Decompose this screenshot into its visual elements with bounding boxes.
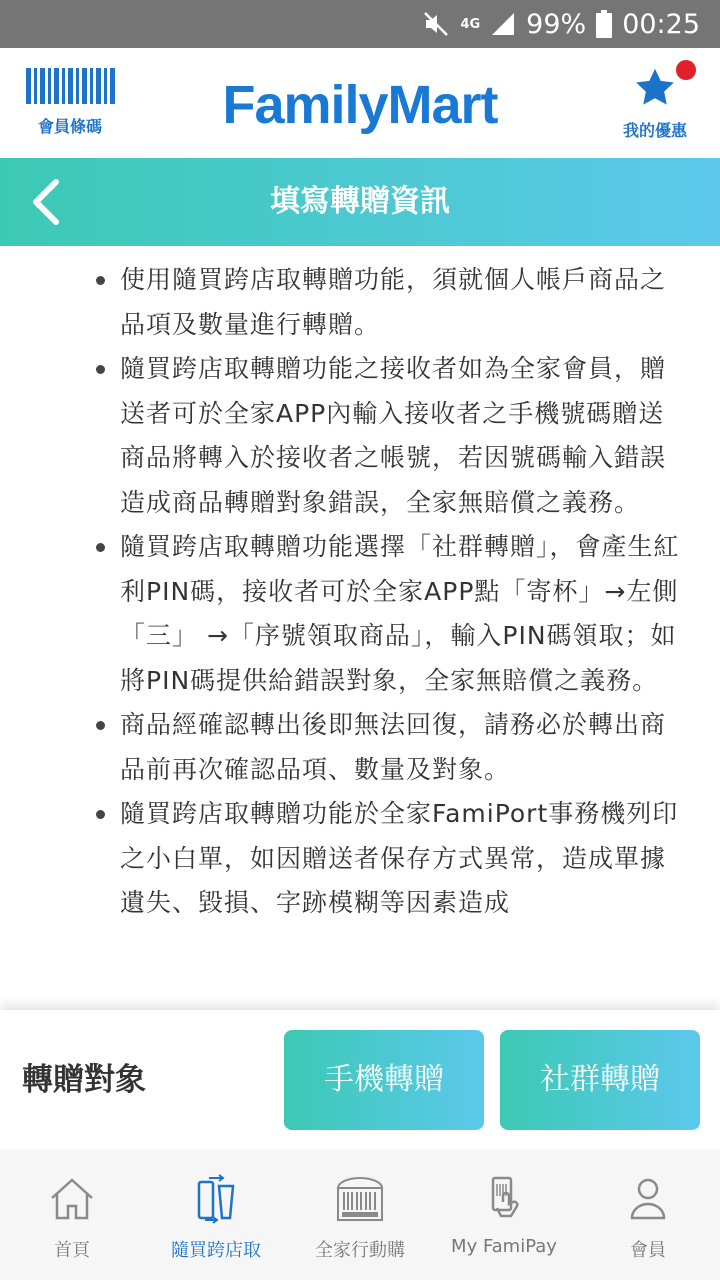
terms-item: 使用隨買跨店取轉贈功能，須就個人帳戶商品之品項及數量進行轉贈。	[120, 258, 680, 347]
transfer-target-label: 轉贈對象	[22, 1062, 146, 1098]
nav-member[interactable]	[576, 1150, 720, 1280]
terms-item: 隨買跨店取轉贈功能之接收者如為全家會員，贈送者可於全家APP內輸入接收者之手機號碼贈送商品將轉入於接收者之帳號，若因號碼輸入錯誤造成商品轉贈對象錯誤，全家無賠償之義務。	[120, 347, 680, 525]
clock: 00:25	[622, 8, 700, 40]
terms-item: 商品經確認轉出後即無法回復，請務必於轉出商品前再次確認品項、數量及對象。	[120, 703, 680, 792]
home-icon	[47, 1174, 97, 1224]
network-type: 4G	[460, 16, 481, 32]
battery-level: 99%	[526, 8, 587, 40]
terms-list	[0, 258, 720, 926]
nav-home[interactable]	[0, 1150, 144, 1280]
cup-transfer-icon	[191, 1174, 241, 1224]
signal-icon	[490, 11, 516, 37]
app-header	[0, 48, 720, 158]
member-barcode-label: 會員條碼	[37, 117, 102, 136]
mute-icon	[422, 10, 450, 38]
nav-cross-store-pickup-label: 隨買跨店取	[171, 1240, 261, 1261]
nav-mobile-shopping-label: 全家行動購	[315, 1240, 405, 1261]
transfer-target-bar	[0, 1010, 720, 1150]
nav-home-label: 首頁	[54, 1240, 90, 1261]
phone-transfer-button[interactable]: 手機轉贈	[284, 1030, 484, 1130]
notification-badge	[676, 60, 696, 80]
status-bar	[0, 0, 720, 48]
user-icon	[623, 1174, 673, 1224]
title-bar	[0, 158, 720, 246]
status-icons	[422, 0, 700, 48]
star-icon	[633, 66, 677, 110]
phone-pay-icon	[479, 1174, 529, 1224]
nav-myfamipay-label: My FamiPay	[451, 1236, 557, 1257]
my-offers-button[interactable]	[610, 60, 700, 141]
battery-icon	[596, 10, 612, 38]
terms-content[interactable]	[0, 246, 720, 1010]
nav-member-label: 會員	[630, 1240, 666, 1261]
nav-cross-store-pickup[interactable]	[144, 1150, 288, 1280]
bottom-navigation	[0, 1150, 720, 1280]
social-transfer-button[interactable]: 社群轉贈	[500, 1030, 700, 1130]
my-offers-label: 我的優惠	[622, 121, 687, 140]
terms-item: 隨買跨店取轉贈功能於全家FamiPort事務機列印之小白單，如因贈送者保存方式異常，造成單據遺失、毀損、字跡模糊等因素造成	[120, 792, 680, 926]
nav-mobile-shopping[interactable]	[288, 1150, 432, 1280]
terms-item: 隨買跨店取轉贈功能選擇「社群轉贈」，會產生紅利PIN碼，接收者可於全家APP點「寄杯」→左側「三」 →「序號領取商品」，輸入PIN碼領取；如將PIN碼提供給錯誤對象，全家無賠償之義務。	[120, 525, 680, 703]
familymart-barcode-icon	[333, 1174, 387, 1224]
familymart-logo: FamilyMart	[222, 75, 498, 135]
page-title: 填寫轉贈資訊	[270, 184, 450, 219]
nav-myfamipay[interactable]	[432, 1150, 576, 1280]
